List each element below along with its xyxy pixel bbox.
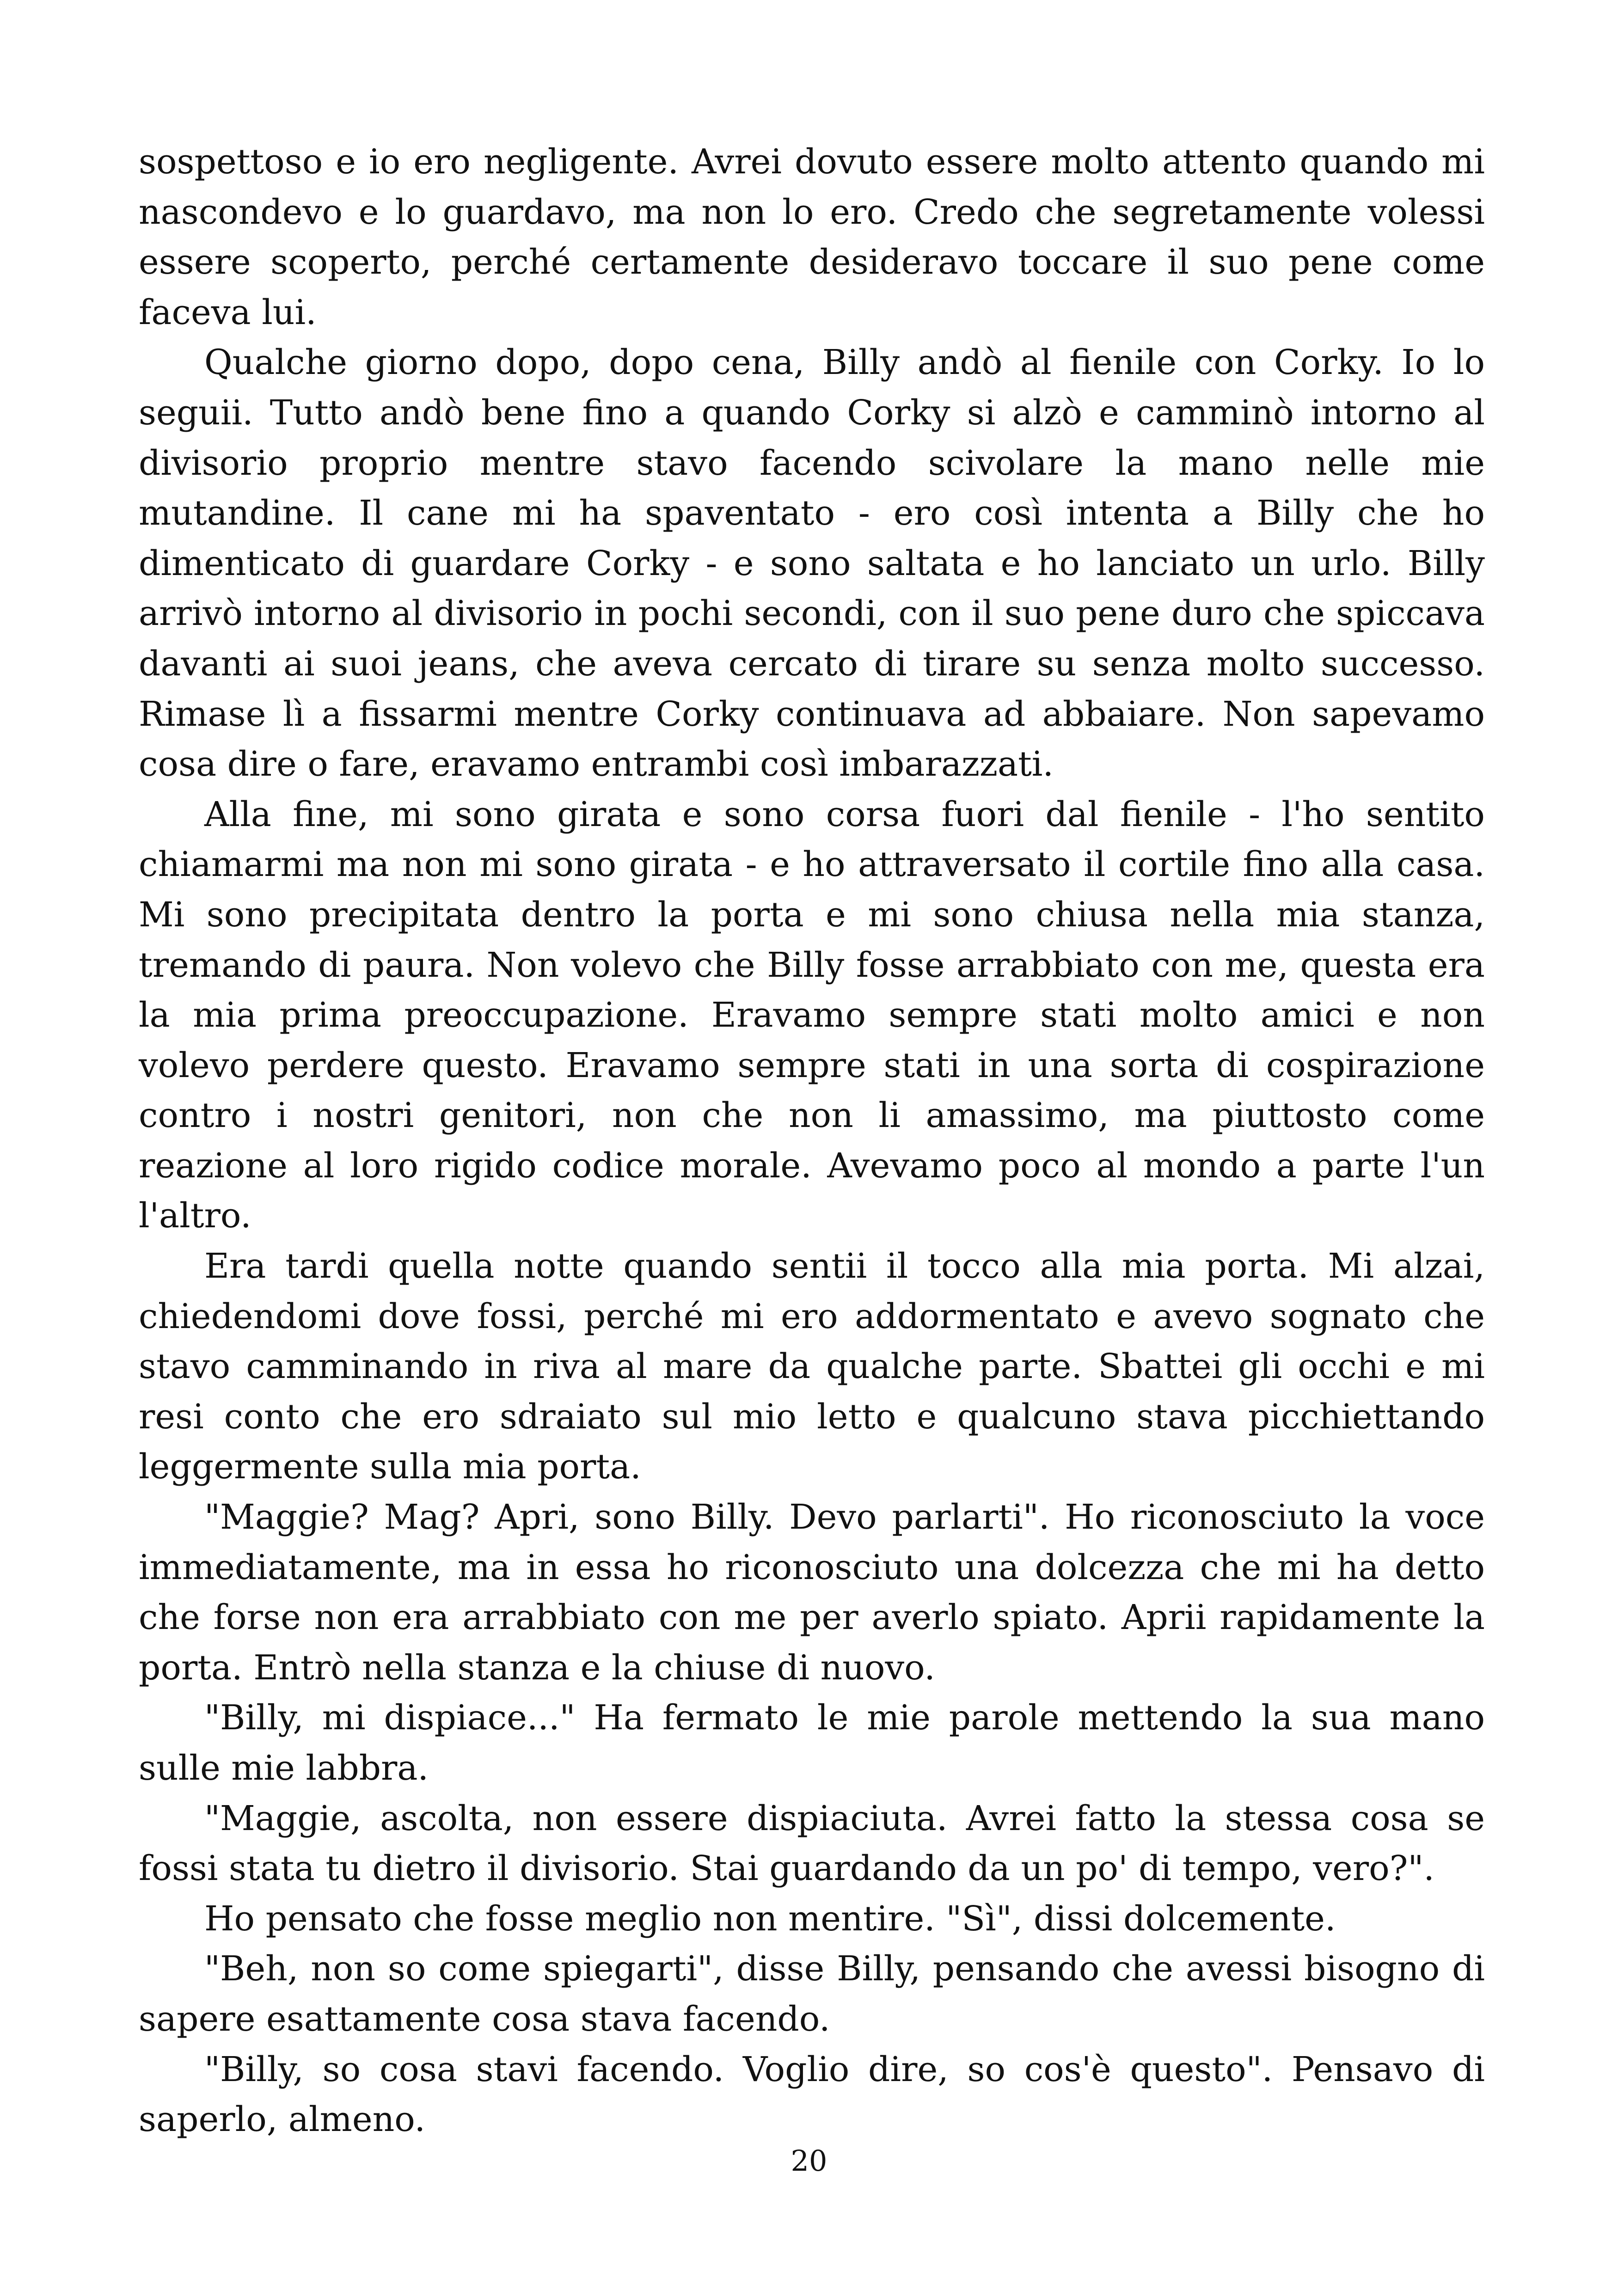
page-body — [139, 137, 1485, 2145]
paragraph: "Billy, mi dispiace..." Ha fermato le mie parole mettendo la sua mano sulle mie labbra. — [139, 1698, 1485, 1788]
paragraph: Era tardi quella notte quando sentii il tocco alla mia porta. Mi alzai, chiedendomi dove fossi, perché mi ero addormentato e avevo sognato che stavo camminando in riva al mare da qualche parte. Sbattei gli occhi e mi resi conto che ero sdraiato sul mio letto e qualcuno stava picchiettando leggermente sulla mia porta. — [139, 1246, 1485, 1487]
paragraph: "Billy, so cosa stavi facendo. Voglio dire, so cos'è questo". Pensavo di saperlo, almeno. — [139, 2049, 1485, 2140]
page-number: 20 — [791, 2144, 827, 2178]
paragraph: Qualche giorno dopo, dopo cena, Billy andò al fienile con Corky. Io lo seguii. Tutto andò bene fino a quando Corky si alzò e camminò intorno al divisorio proprio mentre stavo facendo scivolare la mano nelle mie mutandine. Il cane mi ha spaventato - ero così intenta a Billy che ho dimenticato di guardare Corky - e sono saltata e ho lanciato un urlo. Billy arrivò intorno al divisorio in pochi secondi, con il suo pene duro che spiccava davanti ai suoi jeans, che aveva cercato di tirare su senza molto successo. Rimase lì a fissarmi mentre Corky continuava ad abbaiare. Non sapevamo cosa dire o fare, eravamo entrambi così imbarazzati. — [139, 343, 1485, 784]
paragraph: "Maggie? Mag? Apri, sono Billy. Devo parlarti". Ho riconosciuto la voce immediatamente, ma in essa ho riconosciuto una dolcezza che mi ha detto che forse non era arrabbiato con me per averlo spiato. Aprii rapidamente la porta. Entrò nella stanza e la chiuse di nuovo. — [139, 1497, 1485, 1688]
paragraph: sospettoso e io ero negligente. Avrei dovuto essere molto attento quando mi nascondevo e lo guardavo, ma non lo ero. Credo che segretamente volessi essere scoperto, perché certamente desideravo toccare il suo pene come faceva lui. — [139, 142, 1485, 332]
paragraph: "Maggie, ascolta, non essere dispiaciuta. Avrei fatto la stessa cosa se fossi stata tu dietro il divisorio. Stai guardando da un po' di tempo, vero?". — [139, 1798, 1485, 1889]
paragraph: Alla fine, mi sono girata e sono corsa fuori dal fienile - l'ho sentito chiamarmi ma non mi sono girata - e ho attraversato il cortile fino alla casa. Mi sono precipitata dentro la porta e mi sono chiusa nella mia stanza, tremando di paura. Non volevo che Billy fosse arrabbiato con me, questa era la mia prima preoccupazione. Eravamo sempre stati molto amici e non volevo perdere questo. Eravamo sempre stati in una sorta di cospirazione contro i nostri genitori, non che non li amassimo, ma piuttosto come reazione al loro rigido codice morale. Avevamo poco al mondo a parte l'un l'altro. — [139, 794, 1485, 1236]
paragraph: Ho pensato che fosse meglio non mentire. "Sì", dissi dolcemente. — [204, 1898, 1336, 1939]
paragraph: "Beh, non so come spiegarti", disse Billy, pensando che avessi bisogno di sapere esattamente cosa stava facendo. — [139, 1949, 1485, 2039]
